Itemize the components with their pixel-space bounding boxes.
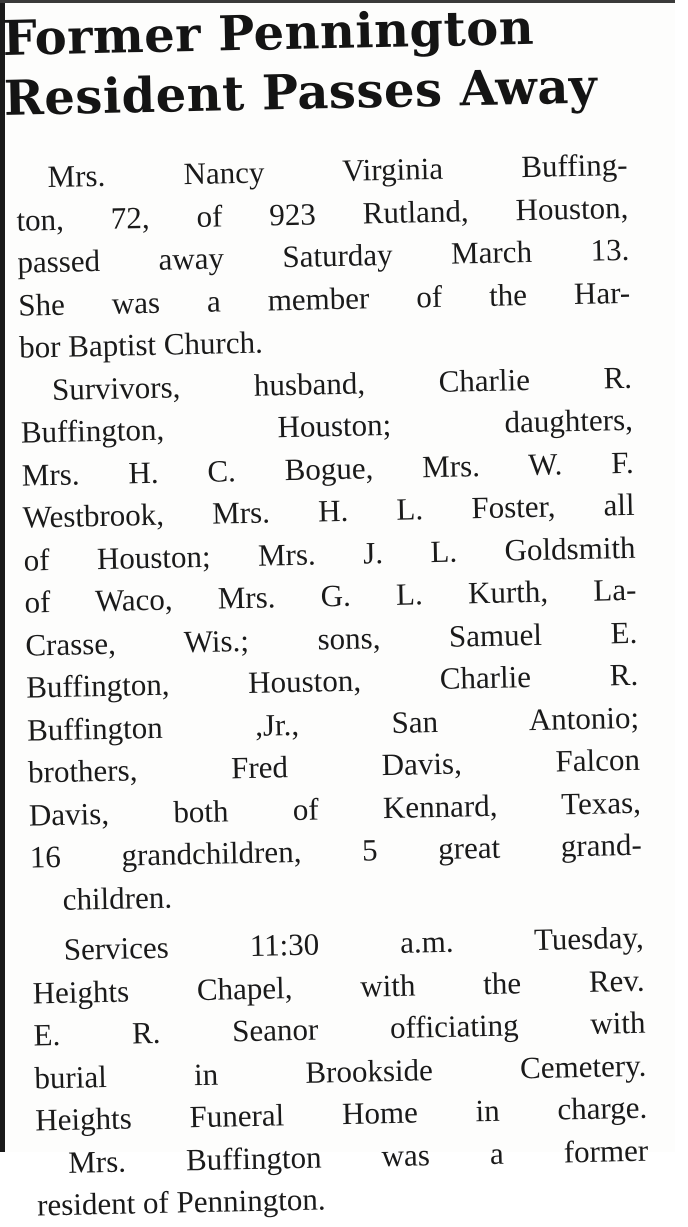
paragraph-2-line-1: Survivors, husband, Charlie R. — [51, 359, 633, 407]
paragraph-2-line-7: Crasse, Wis.; sons, Samuel E. — [25, 614, 638, 663]
paragraph-3-line-4: burial in Brookside Cemetery. — [34, 1047, 647, 1096]
article-body — [15, 143, 677, 1227]
paragraph-3-line-5: Heights Funeral Home in charge. — [34, 1089, 648, 1138]
paragraph-1-line-4: She was a member of the Har- — [17, 274, 631, 323]
paragraph-2-line-2: Buffington, Houston; daughters, — [20, 401, 634, 450]
paragraph-3-line-3: E. R. Seanor officiating with — [33, 1004, 646, 1053]
paragraph-1-line-2: ton, 72, of 923 Rutland, Houston, — [16, 189, 629, 238]
article-headline — [2, 0, 644, 129]
paragraph-1-line-1: Mrs. Nancy Virginia Buffing- — [47, 146, 628, 195]
paragraph-2-line-10: brothers, Fred Davis, Falcon — [27, 741, 641, 790]
paragraph-2-line-4: Westbrook, Mrs. H. L. Foster, all — [22, 486, 635, 535]
paragraph-2-line-8: Buffington, Houston, Charlie R. — [25, 656, 639, 705]
paragraph-4-line-1: Mrs. Buffington was a former — [67, 1132, 649, 1180]
paragraph-2-line-3: Mrs. H. C. Bogue, Mrs. W. F. — [21, 444, 635, 493]
paragraph-3-line-1: Services 11:30 a.m. Tuesday, — [63, 919, 644, 967]
paragraph-2-line-9: Buffington ,Jr., San Antonio; — [26, 699, 640, 748]
paragraph-2-line-11: Davis, both of Kennard, Texas, — [28, 784, 642, 833]
paragraph-2-line-5: of Houston; Mrs. J. L. Goldsmith — [23, 529, 636, 578]
paragraph-2-line-12: 16 grandchildren, 5 great grand- — [29, 826, 643, 875]
paragraph-2-line-6: of Waco, Mrs. G. L. Kurth, La- — [24, 571, 637, 620]
paragraph-1-line-3: passed away Saturday March 13. — [16, 231, 630, 280]
paragraph-4-line-2: resident of Pennington. — [36, 1181, 326, 1223]
headline-line-2: Resident Passes Away — [3, 58, 598, 127]
paragraph-1-line-5: bor Baptist Church. — [18, 324, 264, 365]
paragraph-2-line-13: children. — [62, 879, 173, 917]
paragraph-3-line-2: Heights Chapel, with the Rev. — [32, 962, 645, 1011]
headline-line-1: Former Pennington — [2, 0, 535, 67]
